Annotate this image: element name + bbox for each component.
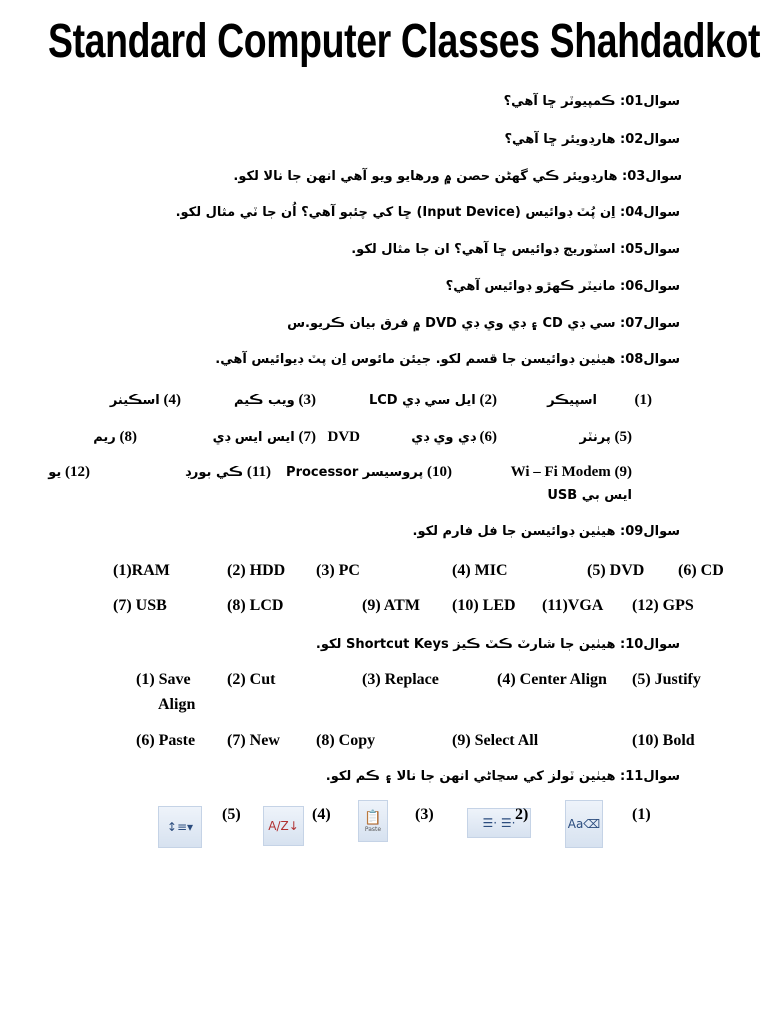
shortcut-item: (2) Cut (227, 671, 276, 688)
shortcut-item: Align (158, 696, 196, 713)
shortcut-item: (4) Center Align (497, 671, 607, 688)
question-05: سوال05: اسٽوريج ڊوائيس ڇا آهي؟ ان جا مثال لکو. (351, 242, 680, 257)
device-item: DVD (327, 429, 360, 445)
shortcut-item: (8) Copy (316, 732, 376, 749)
question-04: سوال04: اِن پُٽ ڊوائيس (Input Device) ڇا کي چئبو آهي؟ اُن جا ٽي مثال لکو. (175, 205, 680, 220)
page-title: Standard Computer Classes Shahdadkot (48, 15, 761, 68)
tool-label: (3) (415, 806, 434, 823)
device-item: (5) پرنٽر (579, 429, 632, 445)
shortcut-item: (1) Save (136, 671, 191, 688)
device-item: (1) اسپيڪر (547, 392, 652, 408)
bullets-numbering-icon: ☰· ☰· (467, 808, 531, 838)
sort-az-icon: A/Z↓ (263, 806, 304, 846)
full-form-item: (5) DVD (587, 562, 645, 579)
device-item: (10) پروسيسر Processor (286, 464, 452, 480)
device-item: (2) ايل سي ڊي LCD (368, 392, 497, 408)
tool-label: (4) (312, 806, 331, 823)
shortcut-item: (7) New (227, 732, 280, 749)
device-item: (6) ڊي وي ڊي (411, 429, 497, 445)
device-item: (4) اسڪينر (109, 392, 181, 408)
question-09: سوال09: هيٺين ڊوائيسن جا فل فارم لکو. (412, 524, 680, 539)
question-11: سوال11: هيٺين ٽولز کي سڃاڻي انهن جا نالا ۽ ڪم لکو. (325, 769, 680, 784)
full-form-item: (3) PC (316, 562, 360, 579)
shortcut-item: (9) Select All (452, 732, 539, 749)
device-item: ايس بي USB (547, 488, 632, 503)
question-07: سوال07: سي ڊي CD ۽ ڊي وي ڊي DVD ۾ فرق بيان ڪريو.س (287, 316, 680, 331)
full-form-item: (11)VGA (542, 597, 604, 614)
shortcut-item: (5) Justify (632, 671, 701, 688)
full-form-item: (12) GPS (632, 597, 694, 614)
full-form-item: (6) CD (678, 562, 724, 579)
device-item: (11) ڪي بورڊ (185, 464, 271, 480)
full-form-item: (10) LED (452, 597, 516, 614)
full-form-item: (2) HDD (227, 562, 286, 579)
question-01: سوال01: ڪمپيوٽر ڇا آهي؟ (503, 94, 680, 109)
full-form-item: (1)RAM (113, 562, 170, 579)
device-item: (12) يو (48, 464, 90, 480)
device-item: (7) ايس ايس ڊي (212, 429, 316, 445)
tool-label: (5) (222, 806, 241, 823)
paste-icon: 📋 Paste (358, 800, 388, 842)
full-form-item: (4) MIC (452, 562, 508, 579)
question-10: سوال10: هيٺين جا شارٽ ڪٽ ڪيز Shortcut Keys لکو. (315, 637, 680, 652)
question-08: سوال08: هيٺين ڊوائيسن جا قسم لکو. جيئن مائوس اِن پٽ ڊيوائيس آهي. (215, 352, 680, 367)
full-form-item: (8) LCD (227, 597, 284, 614)
full-form-item: (7) USB (113, 597, 167, 614)
question-03: سوال03: هارڊويئر ڪي گهڻن حصن ۾ ورهايو ويو آهي انهن جا نالا لکو. (233, 169, 682, 184)
question-02: سوال02: هارڊويئر ڇا آهي؟ (504, 132, 680, 147)
device-item: (9) Wi – Fi Modem (510, 464, 632, 480)
full-form-item: (9) ATM (362, 597, 420, 614)
question-06: سوال06: مانيٽر ڪهڙو ڊوائيس آهي؟ (445, 279, 680, 294)
device-item: (8) ريم (93, 429, 137, 445)
tool-label: (1) (632, 806, 651, 823)
device-item: (3) ويب ڪيم (234, 392, 316, 408)
clear-formatting-icon: Aa⌫ (565, 800, 603, 848)
shortcut-item: (6) Paste (136, 732, 196, 749)
shortcut-item: (3) Replace (362, 671, 439, 688)
tool-label: 2) (515, 806, 529, 823)
shortcut-item: (10) Bold (632, 732, 695, 749)
line-spacing-icon: ↕≡▾ (158, 806, 202, 848)
